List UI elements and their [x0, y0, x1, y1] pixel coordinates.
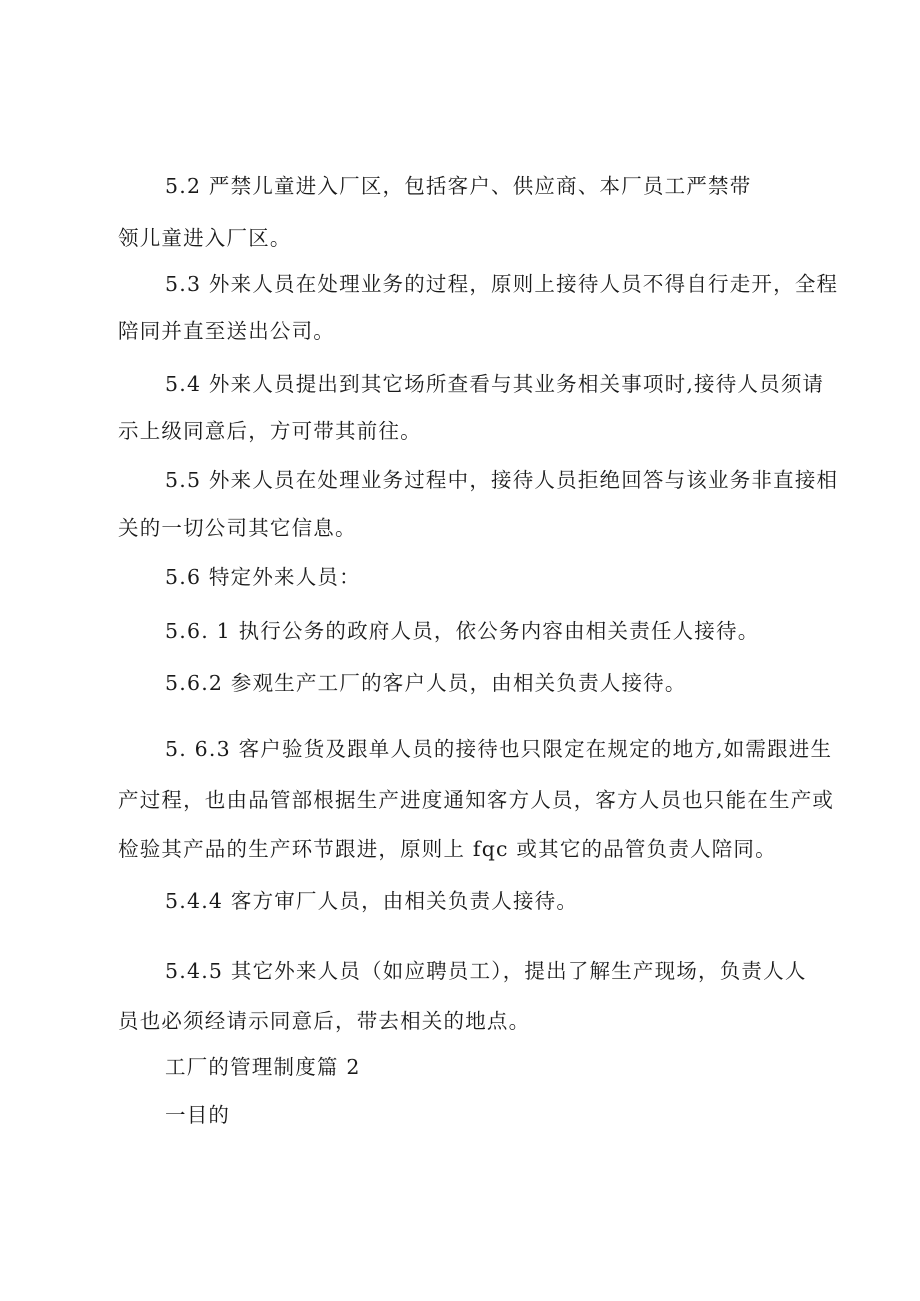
paragraph-5-4-5-line-1: 5.4.5 其它外来人员（如应聘员工），提出了解生产现场，负责人人 [165, 959, 807, 983]
paragraph-5-4-line-1: 5.4 外来人员提出到其它场所查看与其业务相关事项时,接待人员须请 [165, 372, 825, 396]
paragraph-5-5-line-1: 5.5 外来人员在处理业务过程中，接待人员拒绝回答与该业务非直接相 [165, 468, 839, 492]
paragraph-5-6-2: 5.6.2 参观生产工厂的客户人员，由相关负责人接待。 [165, 671, 687, 695]
paragraph-5-5-line-2: 关的一切公司其它信息。 [118, 516, 357, 540]
paragraph-5-2-line-1: 5.2 严禁儿童进入厂区，包括客户、供应商、本厂员工严禁带 [165, 174, 752, 198]
paragraph-5-6-1: 5.6. 1 执行公务的政府人员，依公务内容由相关责任人接待。 [165, 619, 760, 643]
paragraph-5-3-line-1: 5.3 外来人员在处理业务的过程，原则上接待人员不得自行走开，全程 [165, 272, 839, 296]
paragraph-5-6-3-line-2: 产过程，也由品管部根据生产进度通知客方人员，客方人员也只能在生产或 [118, 788, 835, 812]
paragraph-5-3-line-2: 陪同并直至送出公司。 [118, 319, 335, 343]
paragraph-5-4-4: 5.4.4 客方审厂人员，由相关负责人接待。 [165, 889, 579, 913]
section-title: 工厂的管理制度篇 2 [165, 1055, 361, 1079]
paragraph-5-6-3-line-1: 5. 6.3 客户验货及跟单人员的接待也只限定在规定的地方,如需跟进生 [165, 737, 833, 761]
paragraph-5-4-line-2: 示上级同意后，方可带其前往。 [118, 419, 422, 443]
section-heading-purpose: 一目的 [165, 1103, 231, 1127]
paragraph-5-4-5-line-2: 员也必须经请示同意后，带去相关的地点。 [118, 1009, 531, 1033]
paragraph-5-2-line-2: 领儿童进入厂区。 [118, 226, 292, 250]
paragraph-5-6-heading: 5.6 特定外来人员： [165, 565, 361, 589]
paragraph-5-6-3-line-3: 检验其产品的生产环节跟进，原则上 fqc 或其它的品管负责人陪同。 [118, 837, 777, 861]
